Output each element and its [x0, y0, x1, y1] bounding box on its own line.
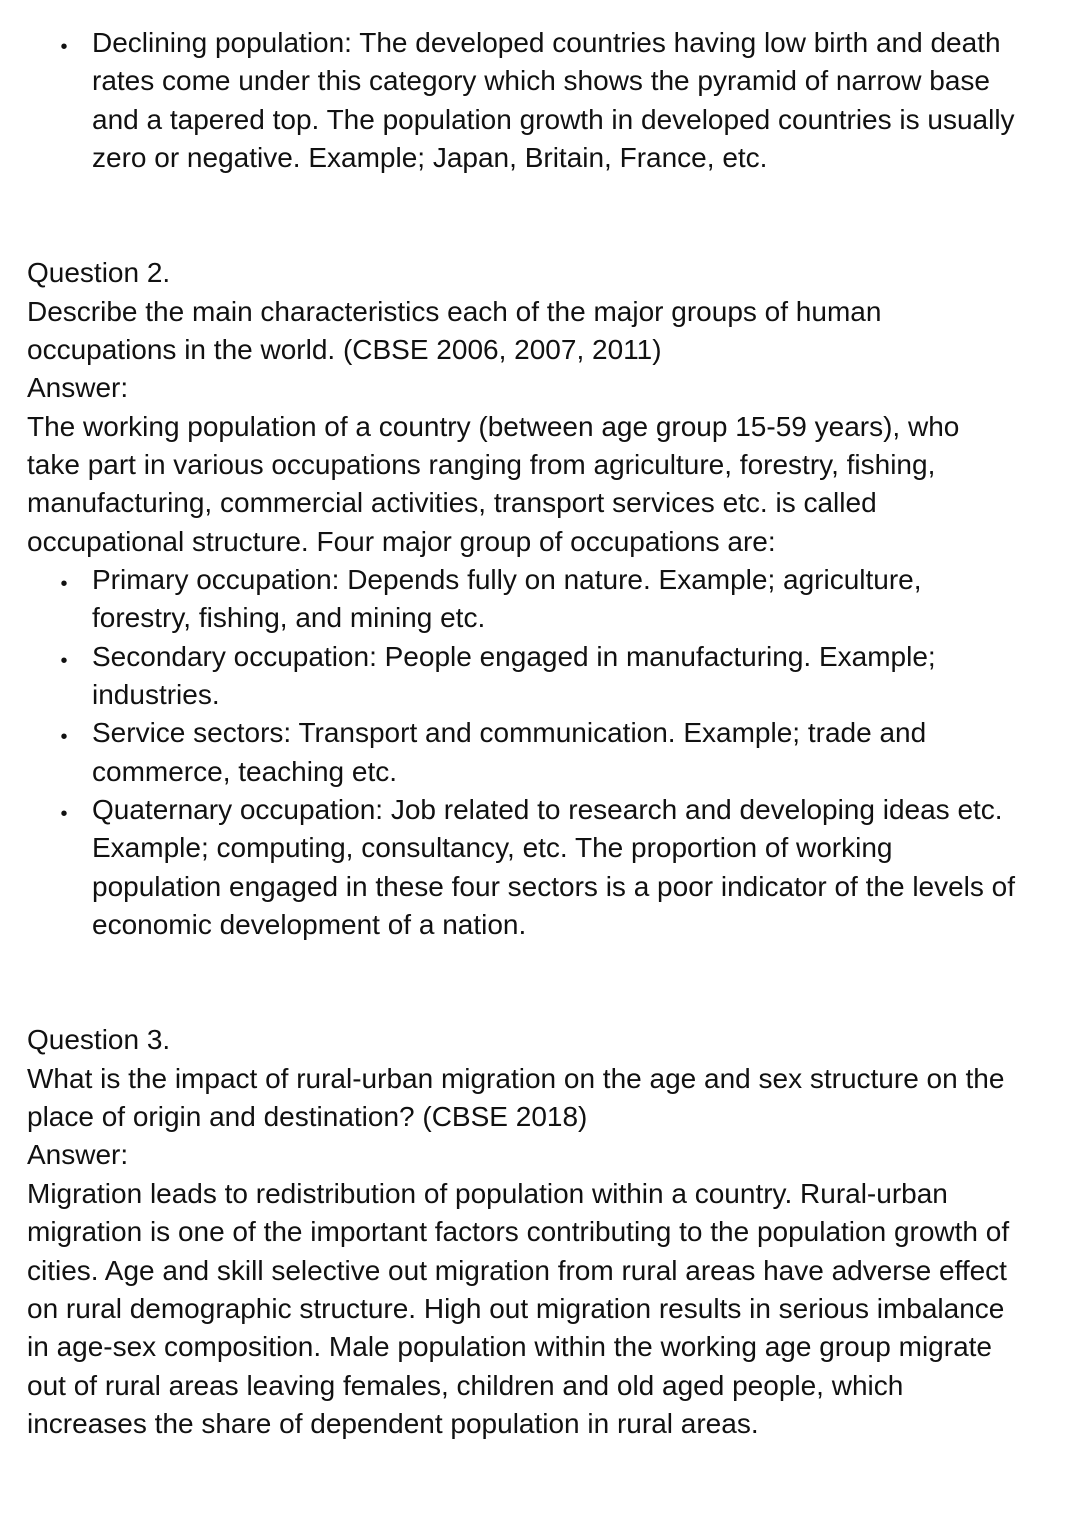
text-line: forestry, fishing, and mining etc.: [92, 602, 486, 633]
answer-text-line: on rural demographic structure. High out migration results in serious imbalance: [27, 1293, 1005, 1324]
answer-text-line: occupational structure. Four major group of occupations are:: [27, 526, 776, 557]
question-text-line: Describe the main characteristics each of the major groups of human: [27, 296, 882, 327]
question-heading: Question 3.: [27, 1024, 171, 1055]
text-line: industries.: [92, 679, 220, 710]
bullet-icon: •: [60, 726, 68, 748]
text-line: economic development of a nation.: [92, 909, 527, 940]
text-line: Primary occupation: Depends fully on nature. Example; agriculture,: [92, 564, 922, 595]
text-line: rates come under this category which shows the pyramid of narrow base: [92, 65, 990, 96]
answer-text-line: Migration leads to redistribution of population within a country. Rural-urban: [27, 1178, 948, 1209]
answer-text-line: migration is one of the important factors contributing to the population growth of: [27, 1216, 1010, 1247]
answer-text-line: The working population of a country (between age group 15-59 years), who: [27, 411, 960, 442]
question-text-line: What is the impact of rural-urban migration on the age and sex structure on the: [27, 1063, 1005, 1094]
question-text-line: place of origin and destination? (CBSE 2018): [27, 1101, 588, 1132]
bullet-icon: •: [60, 36, 68, 58]
text-line: Declining population: The developed countries having low birth and death: [92, 27, 1001, 58]
answer-text-line: cities. Age and skill selective out migration from rural areas have adverse effect: [27, 1255, 1007, 1286]
answer-text-line: out of rural areas leaving females, children and old aged people, which: [27, 1370, 904, 1401]
bullet-icon: •: [60, 573, 68, 595]
answer-label: Answer:: [27, 1139, 129, 1170]
answer-text-line: take part in various occupations ranging from agriculture, forestry, fishing,: [27, 449, 936, 480]
bullet-icon: •: [60, 803, 68, 825]
answer-text-line: increases the share of dependent population in rural areas.: [27, 1408, 759, 1439]
text-line: Service sectors: Transport and communication. Example; trade and: [92, 717, 927, 748]
text-line: and a tapered top. The population growth in developed countries is usually: [92, 104, 1015, 135]
text-line: population engaged in these four sectors is a poor indicator of the levels of: [92, 871, 1016, 902]
answer-label: Answer:: [27, 372, 129, 403]
text-line: Example; computing, consultancy, etc. The proportion of working: [92, 832, 893, 863]
text-line: Quaternary occupation: Job related to research and developing ideas etc.: [92, 794, 1003, 825]
question-heading: Question 2.: [27, 257, 171, 288]
question-text-line: occupations in the world. (CBSE 2006, 2007, 2011): [27, 334, 662, 365]
text-line: zero or negative. Example; Japan, Britain, France, etc.: [92, 142, 768, 173]
answer-text-line: in age-sex composition. Male population within the working age group migrate: [27, 1331, 992, 1362]
text-line: Secondary occupation: People engaged in manufacturing. Example;: [92, 641, 936, 672]
text-line: commerce, teaching etc.: [92, 756, 398, 787]
answer-text-line: manufacturing, commercial activities, transport services etc. is called: [27, 487, 877, 518]
bullet-icon: •: [60, 650, 68, 672]
